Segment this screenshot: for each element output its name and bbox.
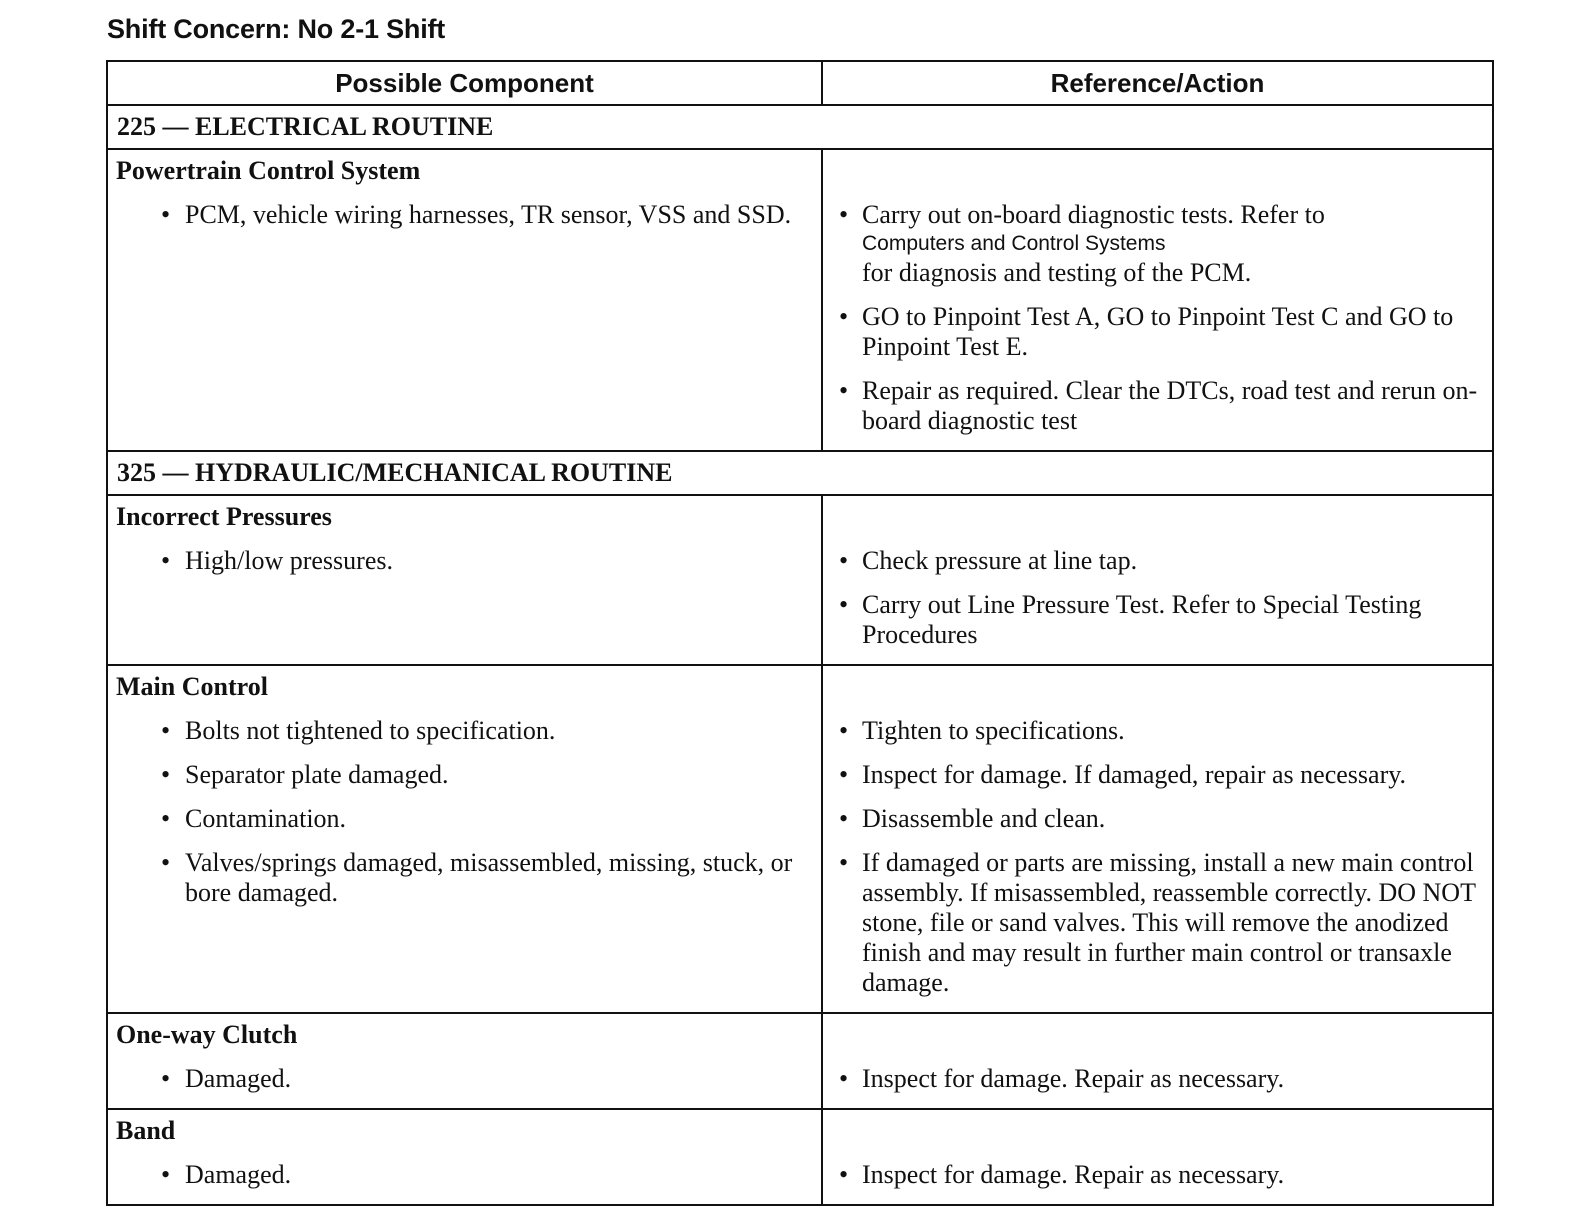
list-item: • Separator plate damaged.: [116, 760, 813, 790]
list-item: • If damaged or parts are missing, install a new main control assembly. If misassembled, reassemble correctly. DO NOT stone, file or sand valves. This will remove the anodized finish and may result in further main control or transaxle damage.: [831, 848, 1484, 998]
list-item: • GO to Pinpoint Test A, GO to Pinpoint Test C and GO to Pinpoint Test E.: [831, 302, 1484, 362]
list-item: • Check pressure at line tap.: [831, 546, 1484, 576]
list-item: • Tighten to specifications.: [831, 716, 1484, 746]
list-item: • Disassemble and clean.: [831, 804, 1484, 834]
action-text: Carry out on-board diagnostic tests. Refer to: [862, 200, 1325, 229]
table-row-incorrect-pressures: [107, 495, 1493, 665]
list-item: • Contamination.: [116, 804, 813, 834]
group-name: One-way Clutch: [116, 1020, 298, 1049]
list-item: • Damaged.: [116, 1160, 813, 1190]
component-list: [116, 546, 813, 576]
column-header-reference-action: Reference/Action: [822, 61, 1493, 105]
component-cell: [107, 1109, 822, 1205]
page-title: Shift Concern: No 2-1 Shift: [107, 14, 446, 44]
list-item: • Repair as required. Clear the DTCs, road test and rerun on-board diagnostic test: [831, 376, 1484, 436]
action-text-tail: for diagnosis and testing of the PCM.: [862, 258, 1252, 287]
component-list: [116, 1160, 813, 1190]
list-item: • Carry out Line Pressure Test. Refer to Special Testing Procedures: [831, 590, 1484, 650]
section-label: 225 — ELECTRICAL ROUTINE: [107, 105, 1493, 149]
table-row-one-way-clutch: [107, 1013, 1493, 1109]
list-item: • High/low pressures.: [116, 546, 813, 576]
list-item: • Inspect for damage. Repair as necessary.: [831, 1160, 1484, 1190]
table-row-main-control: [107, 665, 1493, 1013]
list-item: • Inspect for damage. Repair as necessary.: [831, 1064, 1484, 1094]
column-header-possible-component: Possible Component: [107, 61, 822, 105]
action-list: [831, 546, 1484, 650]
section-row-electrical: [107, 105, 1493, 149]
action-list: [831, 1160, 1484, 1190]
action-cell: [822, 149, 1493, 451]
table-row-powertrain-control-system: [107, 149, 1493, 451]
list-item: • PCM, vehicle wiring harnesses, TR sensor, VSS and SSD.: [116, 200, 813, 230]
action-cell: [822, 1013, 1493, 1109]
action-list: [831, 200, 1484, 436]
diagnosis-table: [106, 60, 1494, 1206]
section-row-hydraulic-mechanical: [107, 451, 1493, 495]
component-cell: [107, 149, 822, 451]
list-item: • Bolts not tightened to specification.: [116, 716, 813, 746]
table-row-band: [107, 1109, 1493, 1205]
group-name: Main Control: [116, 672, 268, 701]
component-list: [116, 200, 813, 230]
component-list: [116, 716, 813, 908]
list-item: [831, 200, 1484, 288]
table-header-row: [107, 61, 1493, 105]
component-cell: [107, 665, 822, 1013]
action-list: [831, 1064, 1484, 1094]
list-item: • Damaged.: [116, 1064, 813, 1094]
list-item: • Inspect for damage. If damaged, repair as necessary.: [831, 760, 1484, 790]
component-cell: [107, 1013, 822, 1109]
action-cell: [822, 665, 1493, 1013]
reference-link: Computers and Control Systems: [862, 232, 1166, 255]
section-label: 325 — HYDRAULIC/MECHANICAL ROUTINE: [107, 451, 1493, 495]
action-list: [831, 716, 1484, 998]
component-cell: [107, 495, 822, 665]
action-cell: [822, 495, 1493, 665]
group-name: Powertrain Control System: [116, 156, 421, 185]
group-name: Band: [116, 1116, 176, 1145]
group-name: Incorrect Pressures: [116, 502, 332, 531]
component-list: [116, 1064, 813, 1094]
list-item: • Valves/springs damaged, misassembled, missing, stuck, or bore damaged.: [116, 848, 813, 908]
action-cell: [822, 1109, 1493, 1205]
